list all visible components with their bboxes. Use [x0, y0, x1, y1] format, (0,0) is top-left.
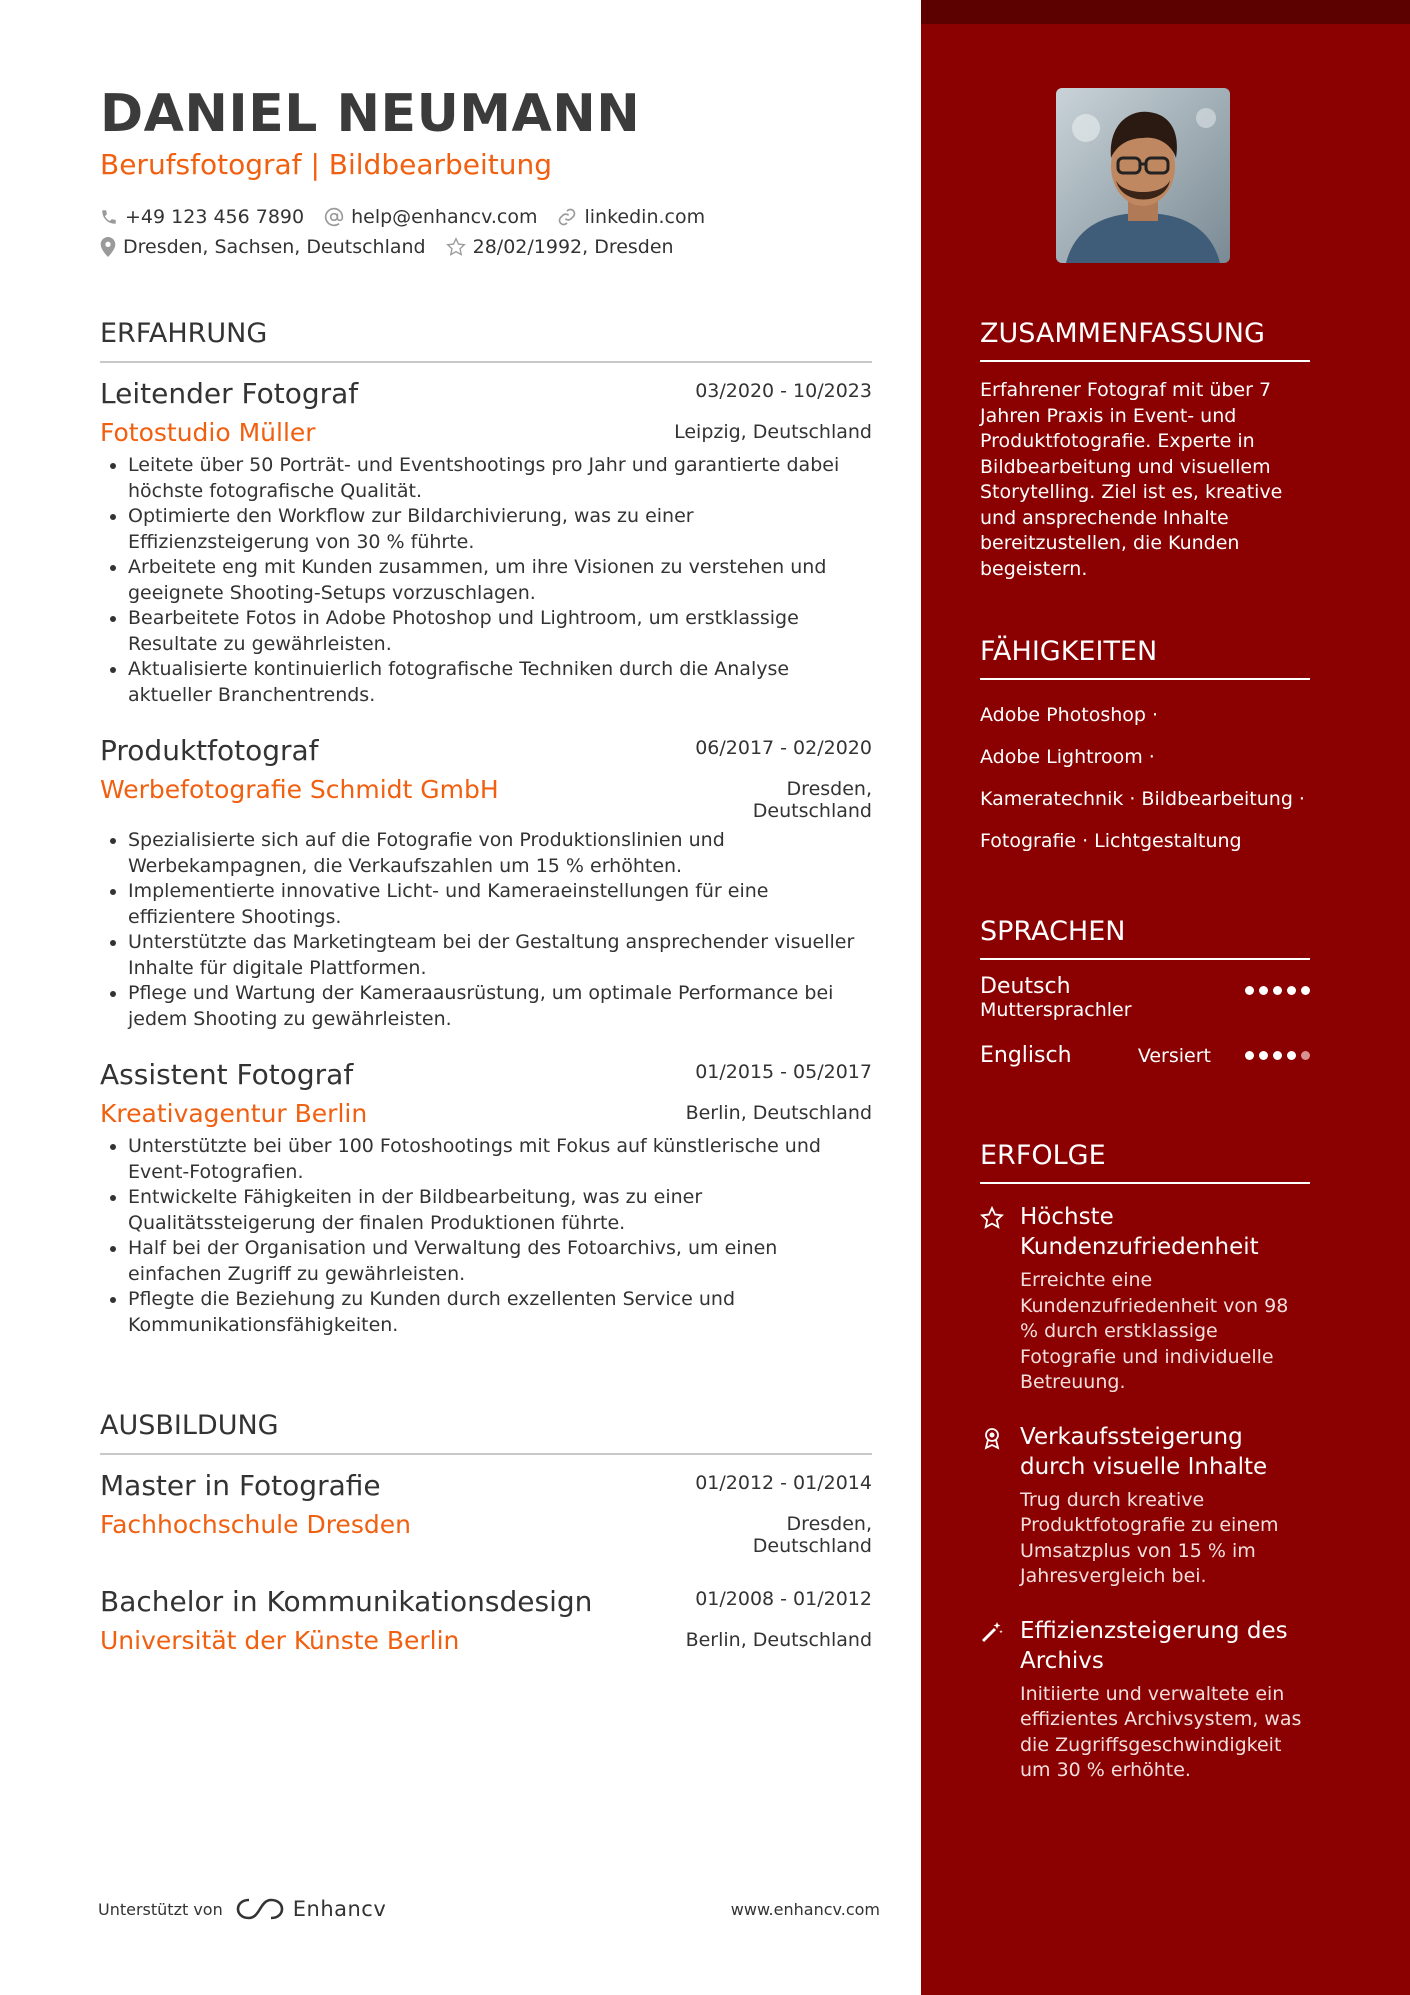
education-dates: 01/2012 - 01/2014: [695, 1472, 872, 1494]
education-dates: 01/2008 - 01/2012: [695, 1588, 872, 1610]
location-line: Dresden,: [786, 778, 872, 800]
phone-text: +49 123 456 7890: [125, 206, 305, 228]
rating-dot: [1259, 986, 1268, 995]
education-entry: [100, 1585, 872, 1655]
magic-wand-icon: [980, 1620, 1004, 1644]
skill-item: Kameratechnik: [980, 788, 1124, 810]
bullet-item: • Entwickelte Fähigkeiten in der Bildbearbeitung, was zu einer Qualitätssteigerung der finalen Produktionen führte.: [128, 1185, 872, 1236]
bullet-item: • Implementierte innovative Licht- und Kameraeinstellungen für eine effizientere Shootings.: [128, 879, 872, 930]
award-icon: [980, 1426, 1004, 1450]
candidate-name: DANIEL NEUMANN: [100, 84, 641, 144]
skill-separator: ·: [1082, 830, 1089, 852]
skill-separator: ·: [1151, 704, 1159, 726]
achievement-desc: Erreichte eine Kundenzufriedenheit von 98 % durch erstklassige Fotografie und individuelle Betreuung.: [1020, 1269, 1289, 1393]
rating-dot: [1245, 1051, 1254, 1060]
rating-dot: [1245, 986, 1254, 995]
bullet-item: • Pflege und Wartung der Kameraausrüstung, um optimale Performance bei jedem Shooting zu gewährleisten.: [128, 981, 872, 1032]
language-level: Versiert: [1137, 1044, 1211, 1067]
school-name: Universität der Künste Berlin: [100, 1626, 460, 1655]
job-title: Assistent Fotograf: [100, 1058, 354, 1091]
rating-dot: [1273, 986, 1282, 995]
phone-contact[interactable]: [100, 206, 304, 228]
skill-separator: ·: [1129, 788, 1136, 810]
skills-list: [980, 694, 1310, 862]
location-line: Deutschland: [752, 1535, 872, 1557]
language-rating: [1245, 1051, 1310, 1060]
email-text: help@enhancv.com: [351, 206, 538, 228]
languages-heading: SPRACHEN: [980, 916, 1310, 960]
powered-by-label: Unterstützt von: [98, 1899, 223, 1919]
skill-separator: ·: [1298, 788, 1305, 810]
bullet-item: • Leitete über 50 Porträt- und Eventshootings pro Jahr und garantierte dabei höchste fotografische Qualität.: [128, 453, 872, 504]
experience-entry: [100, 377, 872, 708]
job-title: Produktfotograf: [100, 734, 319, 767]
bullet-item: • Pflegte die Beziehung zu Kunden durch exzellenten Service und Kommunikationsfähigkeiten.: [128, 1287, 872, 1338]
brand-name: Enhancv: [292, 1897, 387, 1921]
education-heading: AUSBILDUNG: [100, 1410, 872, 1455]
language-name: Englisch: [980, 1043, 1072, 1068]
job-dates: 03/2020 - 10/2023: [695, 380, 872, 402]
rating-dot-empty: [1301, 1051, 1310, 1060]
job-dates: 01/2015 - 05/2017: [695, 1061, 872, 1083]
website-link[interactable]: www.enhancv.com: [730, 1899, 880, 1919]
candidate-title: Berufsfotograf | Bildbearbeitung: [100, 148, 553, 181]
skills-heading: FÄHIGKEITEN: [980, 636, 1310, 680]
school-name: Fachhochschule Dresden: [100, 1510, 411, 1539]
location-text: Dresden, Sachsen, Deutschland: [123, 236, 426, 258]
achievement-desc: Initiierte und verwaltete ein effizientes Archivsystem, was die Zugriffsgeschwindigkeit um 30 % erhöhte.: [1020, 1682, 1302, 1781]
bullet-item: • Half bei der Organisation und Verwaltung des Fotoarchivs, um einen einfachen Zugriff zu gewährleisten.: [128, 1236, 872, 1287]
experience-entry: [100, 734, 872, 1032]
at-icon: [324, 207, 344, 227]
link-icon: [557, 207, 577, 227]
skill-item: Adobe Lightroom: [980, 746, 1143, 768]
achievement-item: [980, 1202, 1310, 1396]
job-location: Leipzig, Deutschland: [674, 421, 872, 443]
bullet-item: • Aktualisierte kontinuierlich fotografische Techniken durch die Analyse aktueller Branchentrends.: [128, 657, 872, 708]
achievements-heading: ERFOLGE: [980, 1140, 1310, 1184]
achievement-title: Höchste Kundenzufriedenheit: [1020, 1204, 1259, 1260]
summary-text: Erfahrener Fotograf mit über 7 Jahren Praxis in Event- und Produktfotografie. Experte in Bildbearbeitung und visuellem Storytelling. Ziel ist es, kreative und ansprechende Inhalte bereitzustellen, die Kunden begeistern.: [980, 379, 1283, 580]
job-location: Berlin, Deutschland: [685, 1102, 872, 1124]
rating-dot: [1273, 1051, 1282, 1060]
job-bullets: [100, 453, 872, 708]
language-level: Muttersprachler: [980, 999, 1132, 1021]
birth-text: 28/02/1992, Dresden: [472, 236, 674, 258]
bullet-item: • Bearbeitete Fotos in Adobe Photoshop und Lightroom, um erstklassige Resultate zu gewährleisten.: [128, 606, 872, 657]
achievement-title: Verkaufssteigerung durch visuelle Inhalte: [1020, 1423, 1268, 1480]
job-location: [753, 775, 872, 822]
star-icon: [980, 1206, 1004, 1230]
achievement-item: [980, 1422, 1310, 1590]
powered-by[interactable]: [98, 1896, 386, 1922]
language-item: [980, 1043, 1310, 1068]
job-dates: 06/2017 - 02/2020: [695, 737, 872, 759]
job-title: Leitender Fotograf: [100, 377, 359, 410]
enhancv-logo-icon: [235, 1896, 285, 1922]
bullet-item: • Arbeitete eng mit Kunden zusammen, um ihre Visionen zu verstehen und geeignete Shooting-Setups vorzuschlagen.: [128, 555, 872, 606]
location-line: Deutschland: [752, 800, 872, 822]
education-location: Berlin, Deutschland: [685, 1629, 872, 1651]
footer: [98, 1896, 880, 1922]
profile-photo: [1056, 88, 1230, 263]
map-pin-icon: [100, 237, 116, 257]
email-contact[interactable]: [324, 206, 537, 228]
languages-section: [980, 916, 1310, 1068]
skills-section: [980, 636, 1310, 862]
experience-entry: [100, 1058, 872, 1338]
phone-icon: [100, 208, 118, 226]
language-item: [980, 974, 1310, 1021]
rating-dot: [1301, 986, 1310, 995]
sidebar-top-bar: [921, 0, 1410, 24]
education-section: [100, 1410, 872, 1655]
degree-title: Bachelor in Kommunikationsdesign: [100, 1585, 593, 1618]
degree-title: Master in Fotografie: [100, 1469, 381, 1502]
bullet-item: • Spezialisierte sich auf die Fotografie von Produktionslinien und Werbekampagnen, die Verkaufszahlen um 15 % erhöhten.: [128, 828, 872, 879]
skill-item: Fotografie: [980, 830, 1077, 852]
company-name: Kreativagentur Berlin: [100, 1099, 368, 1128]
achievement-title: Effizienzsteigerung des Archivs: [1020, 1617, 1288, 1674]
achievement-item: [980, 1616, 1310, 1784]
education-entry: [100, 1469, 872, 1557]
language-rating: [1245, 974, 1310, 995]
language-name: Deutsch: [980, 974, 1071, 999]
experience-section: [100, 318, 872, 1338]
rating-dot: [1287, 986, 1296, 995]
rating-dot: [1287, 1051, 1296, 1060]
location-line: Dresden,: [786, 1513, 872, 1535]
company-name: Fotostudio Müller: [100, 418, 316, 447]
skill-separator: ·: [1148, 746, 1155, 768]
location-contact: [100, 236, 426, 258]
contact-info: [100, 202, 880, 262]
rating-dot: [1259, 1051, 1268, 1060]
job-bullets: [100, 1134, 872, 1338]
achievement-desc: Trug durch kreative Produktfotografie zu einem Umsatzplus von 15 % im Jahresvergleich bei.: [1020, 1488, 1279, 1587]
skill-item: Adobe Photoshop: [980, 704, 1146, 726]
education-location: [753, 1510, 872, 1557]
summary-section: [980, 318, 1310, 582]
bullet-item: • Unterstützte bei über 100 Fotoshootings mit Fokus auf künstlerische und Event-Fotografien.: [128, 1134, 872, 1185]
bullet-item: • Optimierte den Workflow zur Bildarchivierung, was zu einer Effizienzsteigerung von 30 % führte.: [128, 504, 872, 555]
linkedin-contact[interactable]: [557, 206, 705, 228]
birth-contact: [446, 236, 674, 258]
summary-heading: ZUSAMMENFASSUNG: [980, 318, 1310, 362]
star-icon: [446, 237, 466, 257]
company-name: Werbefotografie Schmidt GmbH: [100, 775, 499, 804]
experience-heading: ERFAHRUNG: [100, 318, 872, 363]
bullet-item: • Unterstützte das Marketingteam bei der Gestaltung ansprechender visueller Inhalte für digitale Plattformen.: [128, 930, 872, 981]
skill-item: Lichtgestaltung: [1094, 830, 1242, 852]
achievements-section: [980, 1140, 1310, 1784]
job-bullets: [100, 828, 872, 1032]
linkedin-text: linkedin.com: [584, 206, 706, 228]
skill-item: Bildbearbeitung: [1141, 788, 1293, 810]
